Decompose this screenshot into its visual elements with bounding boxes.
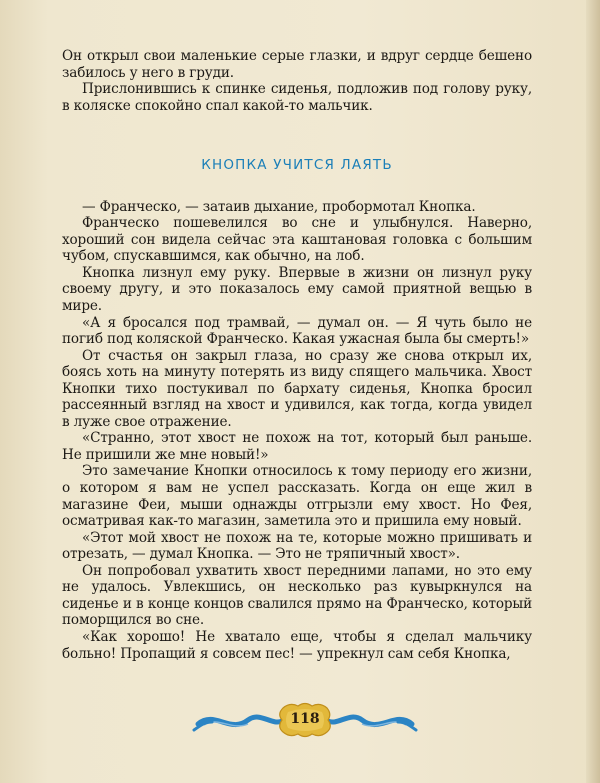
page-number: 118 (290, 711, 320, 727)
page-text (62, 48, 532, 662)
page-number-ornament (190, 700, 420, 740)
paragraph: Прислонившись к спинке сиденья, подложив под голову руку, в коляске спокойно спал какой-то мальчик. (62, 81, 532, 114)
paragraph: «Этот мой хвост не похож на те, которые можно пришивать и отрезать, — думал Кнопка. — Это не тряпичный хвост». (62, 529, 532, 563)
paragraph: Он попробовал ухватить хвост передними лапами, но это ему не удалось. Увлекшись, он несколько раз кувыркнулся на сиденье и в конце концов свалился прямо на Франческо, который поморщился во сне. (62, 562, 532, 629)
paragraph: «Как хорошо! Не хватало еще, чтобы я сделал мальчику больно! Пропащий я совсем пес! — упрекнул сам себя Кнопка, (62, 628, 532, 662)
paragraph: Франческо пошевелился во сне и улыбнулся. Наверно, хороший сон видела сейчас эта каштановая головка с большим чубом, спускавшимся, как обычно, на лоб. (62, 215, 532, 265)
paragraph: Кнопка лизнул ему руку. Впервые в жизни он лизнул руку своему другу, и это показалось ему самой приятной вещью в мире. (62, 264, 532, 315)
chapter-title: КНОПКА УЧИТСЯ ЛАЯТЬ (201, 157, 393, 174)
paragraph: «А я бросался под трамвай, — думал он. — Я чуть было не погиб под коляской Франческо. Какая ужасная была бы смерть!» (62, 314, 532, 348)
page-spine-shadow (586, 0, 600, 783)
paragraph: От счастья он закрыл глаза, но сразу же снова открыл их, боясь хоть на минуту потерять из виду спящего мальчика. Хвост Кнопки тихо постукивал по бархату сиденья, Кнопка бросил рассеянный взгляд на хвост и удивился, как тогда, когда увидел в луже свое отражение. (62, 347, 532, 430)
paragraph: Это замечание Кнопки относилось к тому периоду его жизни, о котором я вам не успел рассказать. Когда он еще жил в магазине Феи, мыши однажды отгрызли ему хвост. Но Фея, осматривая как-то магазин, заметила это и пришила ему новый. (62, 463, 532, 530)
paragraph: «Странно, этот хвост не похож на тот, который был раньше. Не пришили же мне новый!» (62, 430, 532, 463)
paragraph: — Франческо, — затаив дыхание, пробормотал Кнопка. (82, 198, 476, 215)
paragraph: Он открыл свои маленькие серые глазки, и вдруг сердце бешено забилось у него в груди. (62, 48, 532, 81)
